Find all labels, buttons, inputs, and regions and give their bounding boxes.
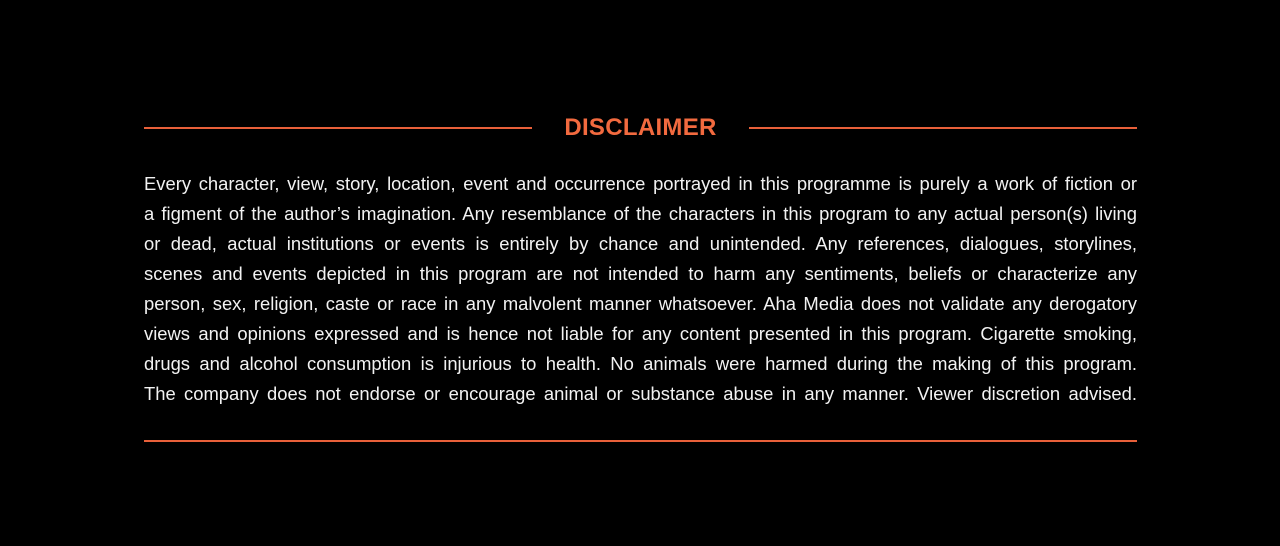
disclaimer-line: views and opinions expressed and is hence not liable for any content presented in this program. Cigarette smoking, [144, 323, 1137, 344]
disclaimer-line: scenes and events depicted in this program are not intended to harm any sentiments, beliefs or characterize any [144, 263, 1137, 284]
disclaimer-line: a figment of the author’s imagination. Any resemblance of the characters in this program to any actual person(s) living [144, 203, 1137, 224]
disclaimer-line: drugs and alcohol consumption is injurious to health. No animals were harmed during the making of this program. [144, 353, 1137, 374]
disclaimer-line: Every character, view, story, location, event and occurrence portrayed in this programme is purely a work of fiction or [144, 173, 1137, 194]
disclaimer-title: DISCLAIMER [564, 114, 717, 141]
heading-left-rule [144, 127, 532, 129]
disclaimer-card [144, 112, 1137, 409]
disclaimer-body [144, 169, 1137, 409]
heading-right-rule [749, 127, 1137, 129]
disclaimer-line: person, sex, religion, caste or race in any malvolent manner whatsoever. Aha Media does not validate any derogatory [144, 293, 1137, 314]
disclaimer-heading-row [144, 112, 1137, 144]
disclaimer-line: The company does not endorse or encourage animal or substance abuse in any manner. Viewer discretion advised. [144, 383, 1137, 404]
disclaimer-line: or dead, actual institutions or events is entirely by chance and unintended. Any references, dialogues, storylines, [144, 233, 1137, 254]
bottom-divider [144, 440, 1137, 442]
